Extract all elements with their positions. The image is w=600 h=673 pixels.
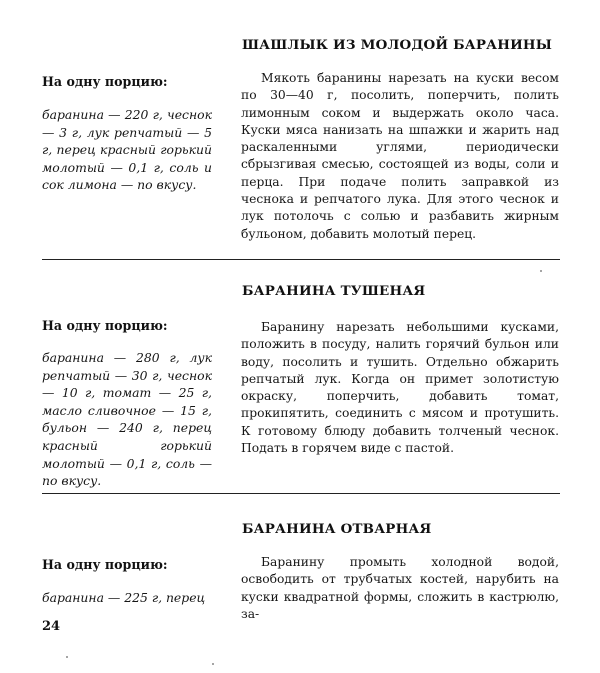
section-divider [42, 259, 560, 260]
portion-label: На одну порцию: [42, 557, 168, 572]
scan-speck [66, 656, 68, 658]
recipe-title: ШАШЛЫК ИЗ МОЛОДОЙ БАРАНИНЫ [242, 37, 553, 53]
recipe-title: БАРАНИНА ТУШЕНАЯ [242, 283, 426, 299]
recipe-method: Баранину нарезать небольшими кусками, положить в посуду, налить горячий бульон или воду, посолить и тушить. Отдельно обжарить репчатый лук. Когда он примет золотистую окраску, поперчить, добавить томат, прокипятить, соединить с мясом и протушить. К готовому блюду добавить толченый чеснок. Подать в горячем виде с пастой. [241, 320, 559, 456]
ingredients-list: баранина — 280 г, лук репчатый — 30 г, чеснок — 10 г, томат — 25 г, масло сливочное — 15 г, бульон — 240 г, перец красный горький молотый — 0,1 г, соль — по вкусу. [42, 350, 212, 489]
page-number: 24 [42, 619, 61, 634]
recipe-title: БАРАНИНА ОТВАРНАЯ [242, 521, 432, 537]
recipe-method: Мякоть баранины нарезать на куски весом по 30—40 г, посолить, поперчить, полить лимонным соком и выдержать около часа. Куски мяса нанизать на шпажки и жарить над раскаленными углями, периодически сбрызгивая смесью, состоящей из воды, соли и перца. При подаче полить заправкой из чеснока и репчатого лука. Для этого чеснок и лук потолочь с солью и разбавить жирным бульоном, добавить молотый перец. [241, 71, 559, 241]
scan-speck [212, 663, 214, 665]
portion-label: На одну порцию: [42, 318, 168, 333]
ingredients-list: баранина — 225 г, перец [42, 590, 206, 605]
recipe-method: Баранину промыть холодной водой, освободить от трубчатых костей, нарубить на куски квадратной формы, сложить в кастрюлю, за- [241, 555, 559, 621]
portion-label: На одну порцию: [42, 74, 168, 89]
ingredients-list: баранина — 220 г, чеснок — 3 г, лук репчатый — 5 г, перец красный горький молотый — 0,1 г, соль и сок лимона — по вкусу. [42, 107, 212, 193]
section-divider [42, 493, 560, 494]
scan-speck [540, 270, 542, 272]
